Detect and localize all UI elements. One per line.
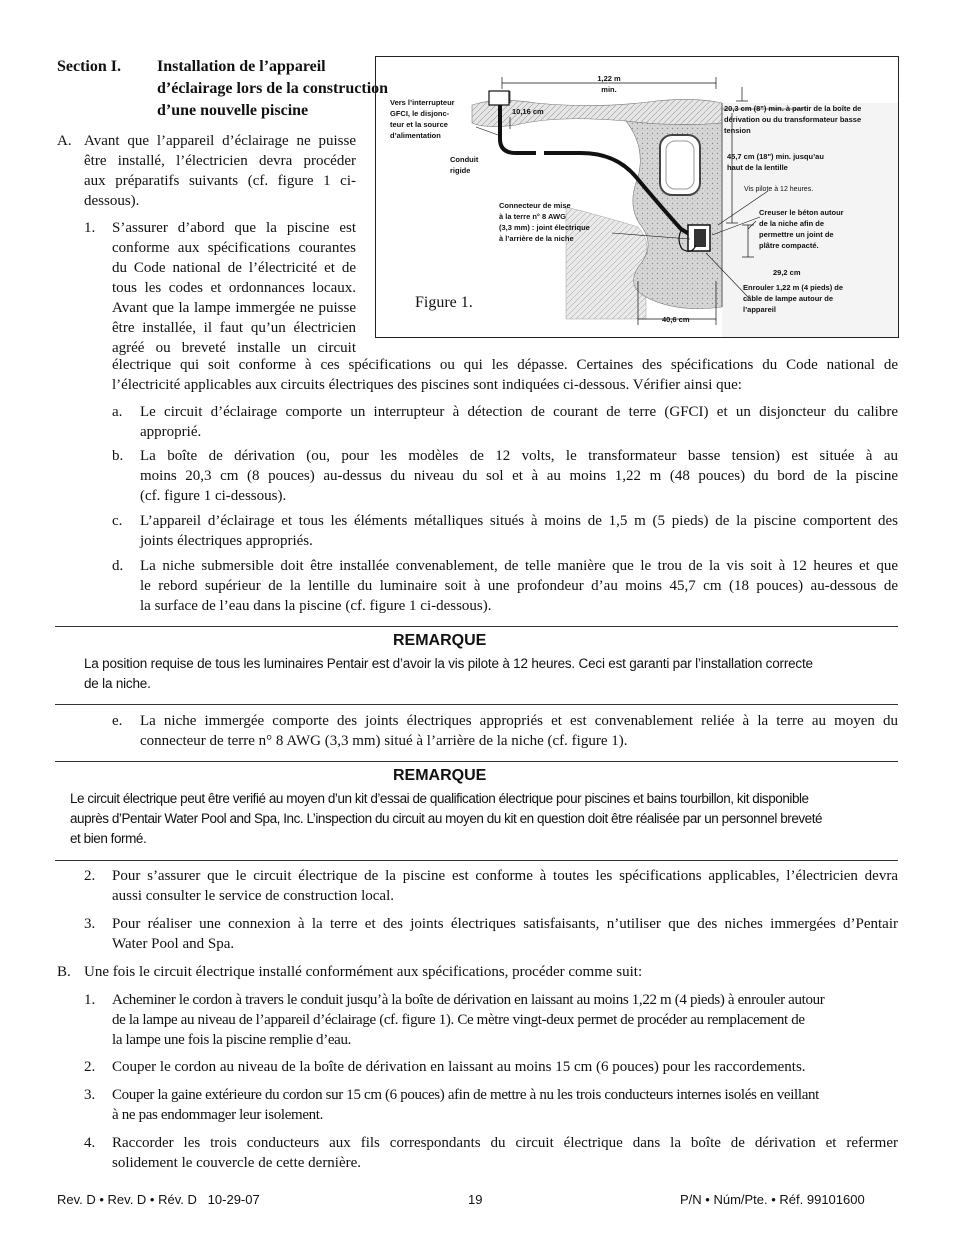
figure-label-1016: 10,16 cm: [512, 107, 544, 116]
item-e-label: e.: [112, 713, 123, 729]
section-title: [157, 56, 389, 122]
figure-label-vis: Vis pilote à 12 heures.: [744, 186, 814, 193]
figure-label-line: à l’arrière de la niche: [499, 234, 574, 243]
para-a-body: [84, 131, 356, 191]
item-1-wide: [112, 355, 898, 395]
text-line: la lampe une fois la piscine remplie d’eau.: [112, 1032, 352, 1048]
item-1-narrow: [112, 218, 356, 358]
text-line: dessous).: [84, 193, 140, 209]
item-1-label: 1.: [84, 220, 96, 236]
section-title-line: Installation de l’appareil: [157, 58, 326, 75]
footer-revision: Rev. D • Rev. D • Rév. D 10-29-07: [57, 1192, 260, 1207]
divider: [55, 860, 898, 861]
text-line: et bien formé.: [70, 831, 147, 846]
figure-label-line: 20,3 cm (8") min. à partir de la boîte de: [724, 104, 862, 113]
text-line: l’électricité applicables aux circuits électriques des piscines sont indiquées ci-dessous. Vérifier ainsi que:: [112, 377, 742, 393]
text-line: Raccorder les trois conducteurs aux fils correspondants du circuit électrique dans la boîte de dérivation et refermer: [112, 1135, 898, 1151]
figure-label-line: 45,7 cm (18") min. jusqu’au: [727, 152, 824, 161]
text-line: La boîte de dérivation (ou, pour les modèles de 12 volts, le transformateur basse tension) est située à au: [140, 448, 898, 464]
para-b-label: B.: [57, 964, 71, 980]
figure-label-line: câble de lampe autour de: [743, 294, 834, 303]
footer-part-number: P/N • Núm/Pte. • Réf. 99101600: [680, 1192, 865, 1207]
note-2-body: [70, 789, 896, 849]
text-line: à ne pas endommager leur isolement.: [112, 1107, 324, 1123]
text-line: Water Pool and Spa.: [112, 936, 235, 952]
text-line: aussi consulter le service de construction local.: [112, 888, 394, 904]
figure-label-line: permettre un joint de: [759, 230, 834, 239]
text-line: Avant que l’appareil d’éclairage ne puisse: [84, 133, 356, 149]
subitem-d-body: [140, 556, 898, 616]
figure-label-203: [724, 103, 896, 136]
figure-label-line: dérivation ou du transformateur basse: [724, 115, 862, 124]
text-line: Le circuit d’éclairage comporte un interrupteur à détection de courant de terre (GFCI) et un disjoncteur du calibre: [140, 404, 898, 420]
divider: [55, 761, 898, 762]
figure-label-conduit: [450, 154, 478, 176]
text-line: électrique qui soit conforme à ces spécifications ou qui les dépasse. Certaines des spécifications du Code national de: [112, 357, 898, 373]
figure-label-line: à la terre n° 8 AWG: [499, 212, 566, 221]
page-number: 19: [468, 1192, 483, 1207]
para-b-text: Une fois le circuit électrique installé conformément aux spécifications, procéder comme suit:: [84, 964, 643, 980]
figure-1: [375, 56, 899, 338]
text-line: aux préparatifs suivants (cf. figure 1 ci-: [84, 173, 356, 189]
text-line: moins 20,3 cm (8 pouces) au-dessus du niveau du sol et à au moins 1,22 m (48 pouces) du bord de la piscine: [140, 468, 898, 484]
item-e-body: [140, 711, 898, 751]
figure-label-line: plâtre compacté.: [759, 241, 819, 250]
text-line: de la lampe au niveau de l’appareil d’éclairage (cf. figure 1). Ce mètre vingt-deux permet de procéder au remplacement de: [112, 1012, 805, 1028]
text-line: joints électriques appropriés.: [140, 533, 313, 549]
figure-label-line: Creuser le béton autour: [759, 208, 844, 217]
text-line: Couper la gaine extérieure du cordon sur 15 cm (6 pouces) afin de mettre à nu les trois conducteurs internes isolés en veillant: [112, 1087, 819, 1103]
figure-label-line: min.: [601, 85, 617, 94]
figure-label-line: (3,3 mm) : joint électrique: [499, 223, 590, 232]
text-line: S’assurer d’abord que la piscine est: [112, 220, 356, 236]
subitem-d-label: d.: [112, 558, 124, 574]
text-line: Avant que la lampe immergée ne puisse: [112, 300, 356, 316]
item-3-label: 3.: [84, 916, 96, 932]
figure-label-line: rigide: [450, 166, 471, 175]
b-item-3-label: 3.: [84, 1087, 96, 1103]
item-3-body: [112, 914, 898, 954]
b-item-2-label: 2.: [84, 1059, 96, 1075]
subitem-a-label: a.: [112, 404, 123, 420]
figure-label-line: GFCI, le disjonc-: [390, 109, 450, 118]
figure-label-line: Connecteur de mise: [499, 201, 571, 210]
divider: [55, 626, 898, 627]
note-1-title: REMARQUE: [393, 632, 487, 649]
text-line: L’appareil d’éclairage et tous les éléments métalliques situés à moins de 1,5 m (5 pieds) de la piscine comportent des: [140, 513, 898, 529]
figure-label-line: haut de la lentille: [727, 163, 788, 172]
figure-label-line: Vers l’interrupteur: [390, 98, 455, 107]
text-line: La niche submersible doit être installée convenablement, de telle manière que le trou de la vis soit à 12 heures et que: [140, 558, 898, 574]
figure-label-line: de la niche afin de: [759, 219, 825, 228]
section-number: Section I.: [57, 58, 121, 75]
text-line: solidement le couvercle de cette dernière.: [112, 1155, 362, 1171]
b-item-1-label: 1.: [84, 992, 96, 1008]
item-2-label: 2.: [84, 868, 96, 884]
figure-label-457: [727, 151, 824, 173]
text-line: approprié.: [140, 424, 202, 440]
text-line: Pour réaliser une connexion à la terre et des joints électriques satisfaisants, n’utiliser que des niches immergées d’Pentair: [112, 916, 898, 932]
text-line: Pour s’assurer que le circuit électrique de la piscine est conforme à toutes les spécifications applicables, l’électricien devra: [112, 868, 898, 884]
b-item-4-label: 4.: [84, 1135, 96, 1151]
subitem-c-body: [140, 511, 898, 551]
figure-caption: Figure 1.: [415, 294, 473, 311]
subitem-a-body: [140, 402, 898, 442]
figure-label-line: tension: [724, 126, 751, 135]
figure-label-enrouler: [743, 282, 843, 315]
b-item-4-body: [112, 1133, 898, 1173]
section-heading: [57, 56, 121, 78]
figure-label-406: 40,6 cm: [662, 315, 690, 324]
figure-label-connecteur: [499, 200, 590, 244]
b-item-3-body: [112, 1085, 898, 1125]
text-line: agréé ou breveté installe un circuit: [112, 340, 356, 356]
text-line: tous les codes et ordonnances locaux.: [112, 280, 356, 296]
figure-label-creuser: [759, 207, 844, 251]
text-line: connecteur de terre n° 8 AWG (3,3 mm) situé à l’arrière de la niche (cf. figure 1).: [140, 733, 628, 749]
text-line: du Code national de l’électricité et de: [112, 260, 356, 276]
text-line: Couper le cordon au niveau de la boîte de dérivation en laissant au moins 15 cm (6 pouces) pour les raccordements.: [112, 1059, 806, 1075]
text-line: de la niche.: [84, 676, 151, 691]
note-2-title: REMARQUE: [393, 767, 487, 784]
b-item-1-body: [112, 990, 898, 1050]
note-1-body: [84, 654, 884, 694]
figure-label-line: d’alimentation: [390, 131, 441, 140]
text-line: être installée, il faut qu’un électricien: [112, 320, 356, 336]
b-item-2-body: [112, 1057, 898, 1077]
text-line: Le circuit électrique peut être verifié au moyen d’un kit d’essai de qualification électrique pour piscines et bains tourbillon, kit disponible: [70, 791, 809, 806]
subitem-c-label: c.: [112, 513, 123, 529]
divider: [55, 704, 898, 705]
text-line: la surface de l’eau dans la piscine (cf. figure 1 ci-dessous).: [140, 598, 492, 614]
figure-label-gfci: [390, 97, 455, 141]
figure-label-line: teur et la source: [390, 120, 448, 129]
subitem-b-body: [140, 446, 898, 506]
text-line: conforme aux spécifications courantes: [112, 240, 356, 256]
text-line: (cf. figure 1 ci-dessous).: [140, 488, 287, 504]
figure-label-line: 1,22 m: [597, 74, 621, 83]
figure-label-122: [592, 73, 626, 95]
subitem-b-label: b.: [112, 448, 124, 464]
text-line: La position requise de tous les luminaires Pentair est d’avoir la vis pilote à 12 heures. Ceci est garanti par l’installation correcte: [84, 656, 813, 671]
para-a-label: A.: [57, 133, 72, 149]
text-line: auprès d’Pentair Water Pool and Spa, Inc. L’inspection du circuit au moyen du kit en question doit être réalisée par un personnel breveté: [70, 811, 823, 826]
figure-label-line: Conduit: [450, 155, 479, 164]
text-line: le rebord supérieur de la lentille du luminaire soit à une profondeur d’au moins 45,7 cm (18 pouces) au-dessous de: [140, 578, 898, 594]
section-title-line: d’une nouvelle piscine: [157, 102, 309, 119]
text-line: être installé, l’électricien devra procéder: [84, 153, 356, 169]
text-line: Acheminer le cordon à travers le conduit jusqu’à la boîte de dérivation en laissant au moins 1,22 m (4 pieds) à enrouler autour: [112, 992, 825, 1008]
figure-label-292: 29,2 cm: [773, 268, 801, 277]
item-2-body: [112, 866, 898, 906]
text-line: La niche immergée comporte des joints électriques appropriés et est convenablement reliée à la terre au moyen du: [140, 713, 898, 729]
figure-label-line: Enrouler 1,22 m (4 pieds) de: [743, 283, 844, 292]
section-title-line: d’éclairage lors de la construction: [157, 80, 389, 97]
figure-label-line: l’appareil: [743, 305, 776, 314]
